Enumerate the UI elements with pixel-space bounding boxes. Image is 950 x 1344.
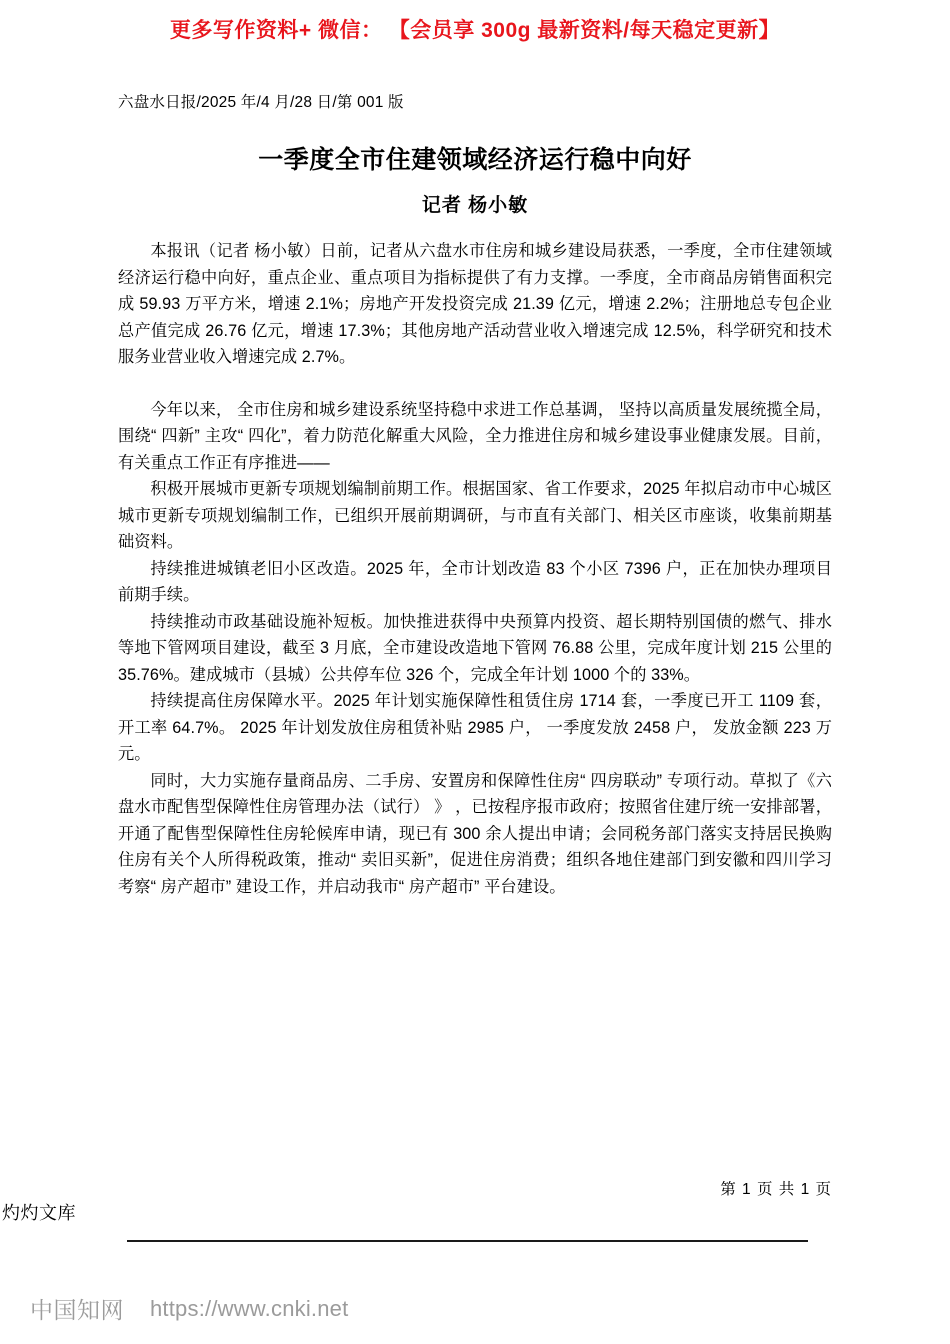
publication-source-line: 六盘水日报/2025 年/4 月/28 日/第 001 版 <box>118 94 404 111</box>
article-paragraph: 持续推进城镇老旧小区改造。2025 年，全市计划改造 83 个小区 7396 户，正在加快办理项目前期手续。 <box>118 559 832 604</box>
article-paragraph: 持续提高住房保障水平。2025 年计划实施保障性租赁住房 1714 套，一季度已开工 1109 套，开工率 64.7%。 2025 年计划发放住房租赁补贴 2985 户， 一季度发放 2458 户， 发放金额 223 万元。 <box>118 692 832 763</box>
article-body <box>118 238 832 900</box>
cnki-brand-label: 中国知网 <box>30 1297 124 1323</box>
article-paragraph: 本报讯（记者 杨小敏）日前，记者从六盘水市住房和城乡建设局获悉，一季度，全市住建领域经济运行稳中向好，重点企业、重点项目为指标提供了有力支撑。一季度，全市商品房销售面积完成 59.93 万平方米，增速 2.1%；房地产开发投资完成 21.39 亿元，增速 2.2%；注册地总专包企业总产值完成 26.76 亿元，增速 17.3%；其他房地产活动营业收入增速完成 12.5%，科学研究和技术服务业营业收入增速完成 2.7%。 <box>118 242 832 366</box>
library-watermark: 灼灼文库 <box>2 1203 76 1223</box>
article-paragraph: 积极开展城市更新专项规划编制前期工作。根据国家、省工作要求，2025 年拟启动市中心城区城市更新专项规划编制工作，已组织开展前期调研，与市直有关部门、相关区市座谈，收集前期基础资料。 <box>118 480 832 551</box>
article-byline: 记者 杨小敏 <box>421 195 529 216</box>
article-paragraph: 持续推动市政基础设施补短板。加快推进获得中央预算内投资、超长期特别国债的燃气、排水等地下管网项目建设，截至 3 月底，全市建设改造地下管网 76.88 公里，完成年度计划 215 公里的 35.76%。建成城市（县城）公共停车位 326 个，完成全年计划 1000 个的 33%。 <box>118 612 832 684</box>
page-number-footer: 第 1 页 共 1 页 <box>720 1181 832 1198</box>
cnki-url-label[interactable]: https://www.cnki.net <box>150 1295 349 1321</box>
article-paragraph: 今年以来， 全市住房和城乡建设系统坚持稳中求进工作总基调， 坚持以高质量发展统揽全局，围绕“ 四新” 主攻“ 四化”，着力防范化解重大风险，全力推进住房和城乡建设事业健康发展。目前，有关重点工作正有序推进—— <box>118 400 832 472</box>
article-paragraph: 同时，大力实施存量商品房、二手房、安置房和保障性住房“ 四房联动” 专项行动。草拟了《六盘水市配售型保障性住房管理办法（试行） 》 ，已按程序报市政府；按照省住建厅统一安排部署，开通了配售型保障性住房轮候库申请，现已有 300 余人提出申请；会同税务部门落实支持居民换购住房有关个人所得税政策，推动“ 卖旧买新”，促进住房消费；组织各地住建部门到安徽和四川学习考察“ 房产超市” 建设工作，并启动我市“ 房产超市” 平台建设。 <box>118 771 832 896</box>
page-title: 一季度全市住建领域经济运行稳中向好 <box>258 146 692 174</box>
footer-divider <box>127 1240 808 1242</box>
cnki-footer <box>30 1292 348 1325</box>
promo-banner-text: 更多写作资料+ 微信： 【会员享 300g 最新资料/每天稳定更新】 <box>169 19 781 42</box>
